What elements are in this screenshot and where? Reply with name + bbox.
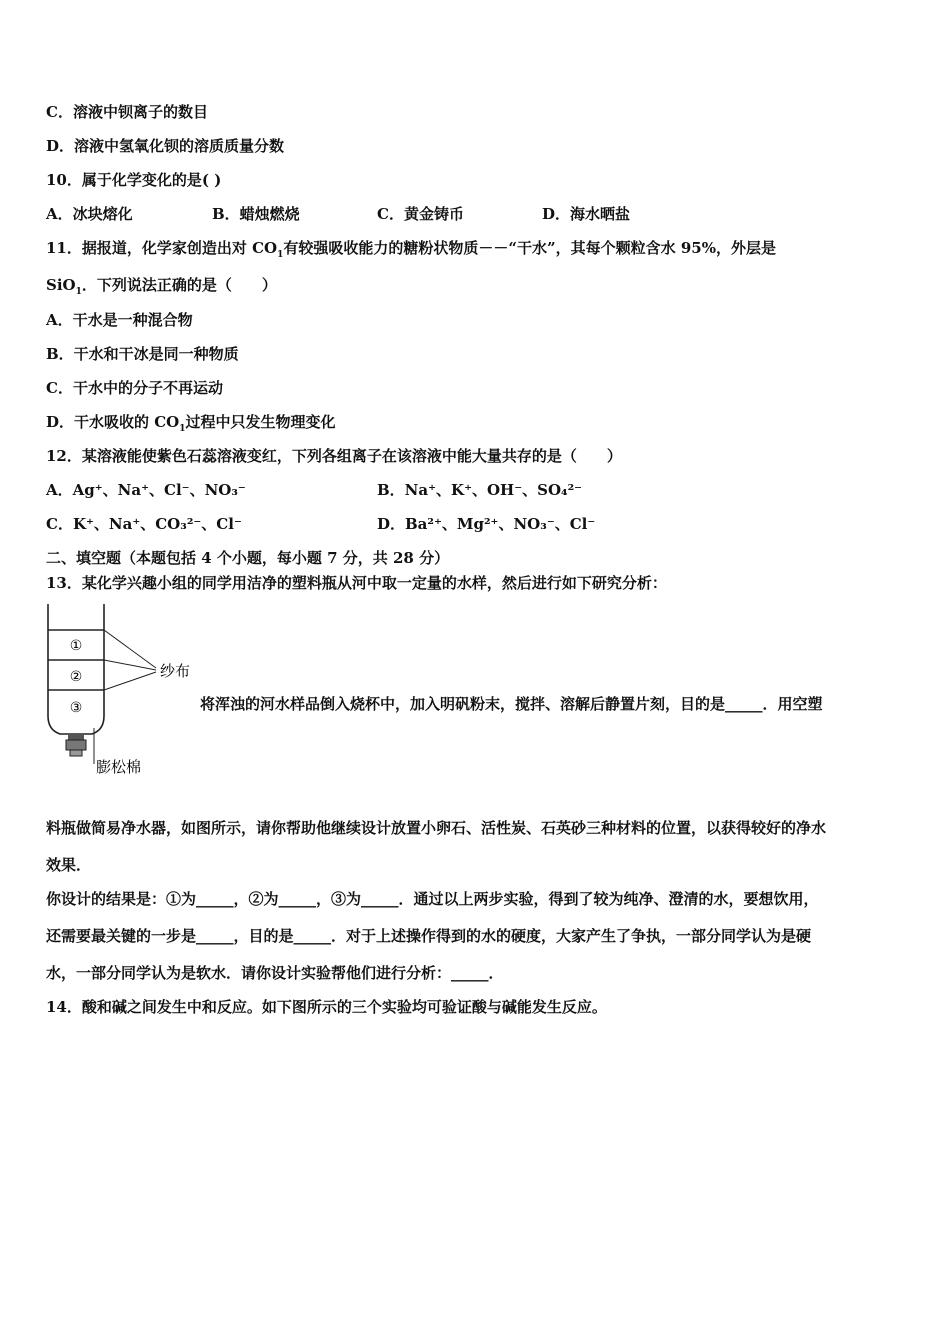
layer-2-label: ② bbox=[69, 669, 83, 685]
q11-stem-1b: 有较强吸收能力的糖粉状物质－－“干水”，其每个颗粒含水 95%，外层是 bbox=[283, 239, 776, 257]
pointer-line-3 bbox=[104, 672, 156, 690]
q11-stem-line1 bbox=[46, 238, 776, 258]
q10-option-c: C．黄金铸币 bbox=[377, 205, 464, 223]
q9-option-d: D．溶液中氢氧化钡的溶质质量分数 bbox=[46, 137, 285, 155]
q10-option-d: D．海水晒盐 bbox=[542, 205, 631, 223]
q10-option-b: B．蜡烛燃烧 bbox=[212, 205, 300, 223]
q13-line3: 效果． bbox=[46, 856, 92, 874]
section-2-heading: 二、填空题（本题包括 4 个小题，每小题 7 分，共 28 分） bbox=[46, 549, 450, 567]
cotton-label: 膨松棉 bbox=[96, 758, 142, 776]
q14-stem: 14．酸和碱之间发生中和反应。如下图所示的三个实验均可验证酸与碱能发生反应。 bbox=[46, 998, 607, 1016]
water-filter-figure bbox=[44, 604, 204, 780]
q9-option-c: C．溶液中钡离子的数目 bbox=[46, 103, 208, 121]
q11-stem-2a: SiO bbox=[46, 276, 76, 294]
q11-option-c: C．干水中的分子不再运动 bbox=[46, 379, 223, 397]
q11-stem-2sub: 1 bbox=[75, 287, 82, 297]
q12-option-a: A．Ag⁺、Na⁺、Cl⁻、NO₃⁻ bbox=[46, 481, 246, 499]
q13-line5: 还需要最关键的一步是_____，目的是_____．对于上述操作得到的水的硬度，大家产生了争执，一部分同学认为是硬 bbox=[46, 927, 812, 945]
q12-stem: 12．某溶液能使紫色石蕊溶液变红，下列各组离子在该溶液中能大量共存的是（ ） bbox=[46, 447, 622, 465]
q13-stem: 13．某化学兴趣小组的同学用洁净的塑料瓶从河中取一定量的水样，然后进行如下研究分析： bbox=[46, 574, 667, 592]
q11-d-b: 过程中只发生物理变化 bbox=[185, 413, 336, 431]
layer-3-label: ③ bbox=[69, 700, 83, 716]
q12-option-b: B．Na⁺、K⁺、OH⁻、SO₄²⁻ bbox=[377, 481, 583, 499]
q13-text-beside-figure: 将浑浊的河水样品倒入烧杯中，加入明矾粉末，搅拌、溶解后静置片刻，目的是_____．用空塑 bbox=[200, 695, 823, 713]
cloth-label: 纱布 bbox=[160, 662, 191, 680]
q11-stem-2b: ．下列说法正确的是（ ） bbox=[81, 276, 277, 294]
q13-line6: 水，一部分同学认为是软水．请你设计实验帮他们进行分析：_____． bbox=[46, 964, 504, 982]
q11-option-d bbox=[46, 412, 336, 432]
q11-option-b: B．干水和干冰是同一种物质 bbox=[46, 345, 239, 363]
q11-d-a: D．干水吸收的 CO bbox=[46, 413, 180, 431]
pointer-line-1 bbox=[104, 630, 156, 668]
q11-stem-1a: 11．据报道，化学家创造出对 CO bbox=[46, 239, 278, 257]
q13-line2: 料瓶做简易净水器，如图所示，请你帮助他继续设计放置小卵石、活性炭、石英砂三种材料的位置，以获得较好的净水 bbox=[46, 819, 827, 837]
q13-line4: 你设计的结果是：①为_____，②为_____，③为_____．通过以上两步实验，得到了较为纯净、澄清的水，要想饮用， bbox=[46, 890, 819, 908]
bottle-nozzle bbox=[70, 750, 82, 756]
q11-d-sub: 1 bbox=[179, 424, 186, 434]
q11-stem-1sub: 1 bbox=[277, 250, 284, 260]
q11-option-a: A．干水是一种混合物 bbox=[46, 311, 193, 329]
q12-option-c: C．K⁺、Na⁺、CO₃²⁻、Cl⁻ bbox=[46, 515, 242, 533]
bottle-neck bbox=[68, 734, 84, 740]
q11-stem-line2 bbox=[46, 275, 277, 295]
q10-option-a: A．冰块熔化 bbox=[46, 205, 133, 223]
pointer-line-2 bbox=[104, 660, 156, 670]
q10-stem: 10．属于化学变化的是( ) bbox=[46, 171, 222, 189]
layer-1-label: ① bbox=[69, 638, 83, 654]
bottle-cap bbox=[66, 740, 86, 750]
q12-option-d: D．Ba²⁺、Mg²⁺、NO₃⁻、Cl⁻ bbox=[377, 515, 596, 533]
